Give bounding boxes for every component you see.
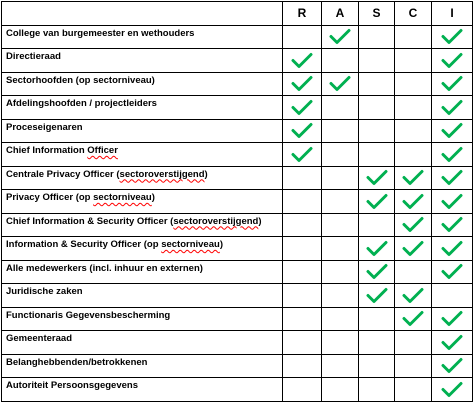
cell-s <box>359 213 395 237</box>
cell-c <box>395 143 432 167</box>
checkmark-icon <box>366 240 388 257</box>
role-name-text: Functionaris Gegevensbescherming <box>6 309 171 321</box>
cell-s <box>359 331 395 355</box>
role-name-cell <box>2 260 283 284</box>
column-header-r: R <box>283 2 322 26</box>
checkmark-icon <box>366 169 388 186</box>
cell-c <box>395 284 432 308</box>
table-row <box>2 119 473 143</box>
role-name-text: Directieraad <box>6 51 61 62</box>
role-column-header <box>2 2 283 26</box>
checkmark-icon <box>402 169 424 186</box>
cell-a <box>322 213 359 237</box>
cell-i <box>432 96 473 120</box>
checkmark-icon <box>402 310 424 327</box>
cell-i <box>432 72 473 96</box>
checkmark-icon <box>441 334 463 351</box>
checkmark-icon <box>402 193 424 210</box>
cell-r <box>283 284 322 308</box>
cell-r <box>283 49 322 73</box>
cell-i <box>432 354 473 378</box>
cell-r <box>283 354 322 378</box>
spellcheck-flagged-text: sectoroverstijgend <box>173 215 259 227</box>
role-name-text: Centrale Privacy Officer ( <box>6 168 120 180</box>
role-name-cell <box>2 49 283 73</box>
cell-i <box>432 119 473 143</box>
checkmark-icon <box>441 146 463 163</box>
cell-a <box>322 284 359 308</box>
cell-s <box>359 143 395 167</box>
cell-a <box>322 307 359 331</box>
role-name-text: ) <box>258 215 262 227</box>
cell-r <box>283 331 322 355</box>
table-row <box>2 166 473 190</box>
cell-c <box>395 25 432 49</box>
checkmark-icon <box>441 381 463 398</box>
cell-r <box>283 96 322 120</box>
cell-r <box>283 25 322 49</box>
checkmark-icon <box>291 146 313 163</box>
cell-a <box>322 190 359 214</box>
cell-r <box>283 119 322 143</box>
column-header-i: I <box>432 2 473 26</box>
role-name-text: ) <box>219 239 223 250</box>
role-name-text: Afdelingshoofden / projectleiders <box>6 98 157 109</box>
role-name-text: College van burgemeester en wethouders <box>6 27 195 39</box>
table-row <box>2 354 473 378</box>
checkmark-icon <box>291 52 313 69</box>
cell-s <box>359 190 395 214</box>
cell-a <box>322 237 359 261</box>
role-name-cell <box>2 331 283 355</box>
cell-a <box>322 49 359 73</box>
checkmark-icon <box>402 216 424 233</box>
table-row <box>2 190 473 214</box>
cell-r <box>283 72 322 96</box>
cell-c <box>395 354 432 378</box>
role-name-text: Alle medewerkers (incl. inhuur en externen) <box>6 262 203 274</box>
role-name-cell <box>2 72 283 96</box>
role-name-text: Belanghebbenden/betrokkenen <box>6 356 148 368</box>
role-name-cell <box>2 166 283 190</box>
checkmark-icon <box>441 28 463 45</box>
cell-a <box>322 119 359 143</box>
cell-i <box>432 307 473 331</box>
table-row <box>2 307 473 331</box>
spellcheck-flagged-text: sectorniveau <box>93 192 152 203</box>
cell-r <box>283 166 322 190</box>
table-row <box>2 331 473 355</box>
cell-i <box>432 260 473 284</box>
cell-s <box>359 25 395 49</box>
header-row <box>2 2 473 26</box>
cell-a <box>322 166 359 190</box>
role-name-text: Chief Information <box>6 145 88 156</box>
role-name-cell <box>2 307 283 331</box>
cell-c <box>395 307 432 331</box>
checkmark-icon <box>402 287 424 304</box>
role-name-cell <box>2 284 283 308</box>
cell-s <box>359 307 395 331</box>
checkmark-icon <box>329 75 351 92</box>
role-name-cell <box>2 354 283 378</box>
cell-i <box>432 143 473 167</box>
cell-c <box>395 119 432 143</box>
table-row <box>2 96 473 120</box>
cell-c <box>395 166 432 190</box>
checkmark-icon <box>441 193 463 210</box>
checkmark-icon <box>441 263 463 280</box>
cell-i <box>432 213 473 237</box>
cell-c <box>395 190 432 214</box>
spellcheck-flagged-text: sectorniveau <box>161 239 220 250</box>
checkmark-icon <box>366 263 388 280</box>
cell-c <box>395 237 432 261</box>
cell-r <box>283 378 322 402</box>
role-name-text: Information & Security Officer (op <box>6 239 162 250</box>
cell-a <box>322 331 359 355</box>
rasci-body <box>2 25 473 401</box>
rasci-table <box>1 1 473 402</box>
checkmark-icon <box>441 75 463 92</box>
role-name-cell <box>2 190 283 214</box>
cell-s <box>359 378 395 402</box>
role-name-cell <box>2 143 283 167</box>
cell-i <box>432 25 473 49</box>
cell-a <box>322 143 359 167</box>
checkmark-icon <box>291 99 313 116</box>
checkmark-icon <box>441 99 463 116</box>
role-name-text: Gemeenteraad <box>6 333 73 344</box>
cell-s <box>359 237 395 261</box>
cell-i <box>432 49 473 73</box>
column-header-s: S <box>359 2 395 26</box>
role-name-cell <box>2 119 283 143</box>
cell-c <box>395 49 432 73</box>
cell-c <box>395 213 432 237</box>
role-name-cell <box>2 237 283 261</box>
cell-c <box>395 260 432 284</box>
cell-a <box>322 378 359 402</box>
table-row <box>2 284 473 308</box>
cell-r <box>283 213 322 237</box>
table-row <box>2 72 473 96</box>
cell-i <box>432 237 473 261</box>
cell-a <box>322 354 359 378</box>
table-row <box>2 237 473 261</box>
cell-s <box>359 96 395 120</box>
cell-i <box>432 331 473 355</box>
cell-i <box>432 190 473 214</box>
role-name-cell <box>2 25 283 49</box>
table-row <box>2 25 473 49</box>
checkmark-icon <box>366 287 388 304</box>
cell-a <box>322 25 359 49</box>
cell-s <box>359 119 395 143</box>
role-name-cell <box>2 213 283 237</box>
checkmark-icon <box>441 169 463 186</box>
cell-r <box>283 260 322 284</box>
cell-i <box>432 166 473 190</box>
table-row <box>2 143 473 167</box>
checkmark-icon <box>441 216 463 233</box>
checkmark-icon <box>441 310 463 327</box>
role-name-text: Autoriteit Persoonsgegevens <box>6 380 138 391</box>
role-name-text: Proceseigenaren <box>6 121 83 133</box>
role-name-text: ) <box>151 192 155 203</box>
checkmark-icon <box>402 240 424 257</box>
cell-a <box>322 96 359 120</box>
table-row <box>2 49 473 73</box>
role-name-cell <box>2 96 283 120</box>
column-header-c: C <box>395 2 432 26</box>
spellcheck-flagged-text: Officer <box>87 145 118 156</box>
cell-s <box>359 354 395 378</box>
cell-c <box>395 96 432 120</box>
checkmark-icon <box>441 357 463 374</box>
cell-s <box>359 260 395 284</box>
table-row <box>2 213 473 237</box>
cell-s <box>359 284 395 308</box>
role-name-cell <box>2 378 283 402</box>
checkmark-icon <box>366 193 388 210</box>
table-row <box>2 378 473 402</box>
role-name-text: Privacy Officer (op <box>6 192 94 203</box>
spellcheck-flagged-text: sectoroverstijgend <box>119 168 205 180</box>
cell-s <box>359 72 395 96</box>
role-name-text: Sectorhoofden (op sectorniveau) <box>6 74 155 86</box>
checkmark-icon <box>441 52 463 69</box>
role-name-text: Juridische zaken <box>6 286 83 297</box>
cell-c <box>395 331 432 355</box>
checkmark-icon <box>291 75 313 92</box>
checkmark-icon <box>291 122 313 139</box>
cell-a <box>322 72 359 96</box>
checkmark-icon <box>441 122 463 139</box>
role-name-text: Chief Information & Security Officer ( <box>6 215 174 227</box>
checkmark-icon <box>329 28 351 45</box>
table-row <box>2 260 473 284</box>
cell-r <box>283 237 322 261</box>
cell-i <box>432 284 473 308</box>
cell-c <box>395 72 432 96</box>
cell-s <box>359 166 395 190</box>
cell-r <box>283 307 322 331</box>
cell-a <box>322 260 359 284</box>
cell-c <box>395 378 432 402</box>
cell-i <box>432 378 473 402</box>
cell-s <box>359 49 395 73</box>
checkmark-icon <box>441 240 463 257</box>
cell-r <box>283 143 322 167</box>
column-header-a: A <box>322 2 359 26</box>
cell-r <box>283 190 322 214</box>
role-name-text: ) <box>204 168 208 180</box>
